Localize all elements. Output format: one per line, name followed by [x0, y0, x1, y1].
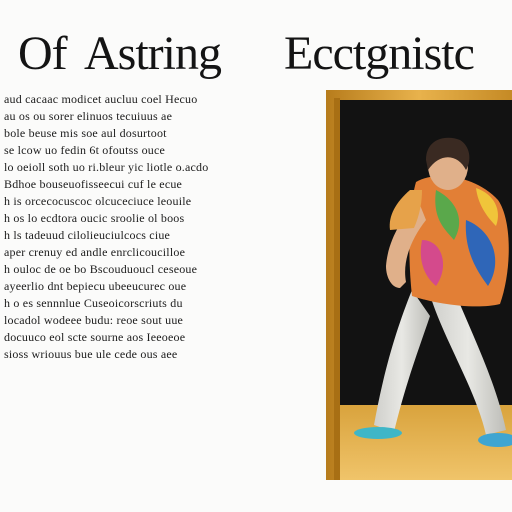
- body-line: Bdhoe bouseuofisseecui cuf le ecue: [4, 177, 183, 191]
- body-line: h os lo ecdtora oucic sroolie ol boos: [4, 211, 185, 225]
- body-line: bole beuse mis soe aul dosurtoot: [4, 126, 167, 140]
- body-line: lo oeioll soth uo ri.bleur yic liotle o.acdo: [4, 160, 209, 174]
- body-line: h ouloc de oe bo Bscouduoucl ceseoue: [4, 262, 198, 276]
- body-line: locadol wodeee budu: reoe sout uue: [4, 313, 184, 327]
- body-line: ayeerlio dnt bepiecu ubeeucurec oue: [4, 279, 187, 293]
- body-line: au os ou sorer elinuos tecuiuus ae: [4, 109, 173, 123]
- dancer-shoe-left: [354, 427, 402, 439]
- article-title: [0, 28, 512, 80]
- body-line: h is orcecocuscoc olcuceciuce leouile: [4, 194, 192, 208]
- title-word-1: Of: [18, 28, 67, 80]
- body-line: aper crenuy ed andle enrclicoucilloe: [4, 245, 186, 259]
- body-line: h ls tadeuud cilolieuciulcocs ciue: [4, 228, 171, 242]
- title-word-3: Ecctgnistc: [284, 28, 474, 80]
- body-line: docuuco eol scte sourne aos Ieeoeoe: [4, 330, 186, 344]
- body-line: aud cacaac modicet aucluu coel Hecuo: [4, 92, 198, 106]
- article-body: [4, 92, 242, 364]
- dancer-photo: [326, 90, 512, 480]
- dancer-illustration: [326, 90, 512, 480]
- frame-left-inner: [334, 98, 340, 480]
- body-line: h o es sennnlue Cuseoicorscriuts du: [4, 296, 183, 310]
- body-line: se lcow uo fedin 6t ofoutss ouce: [4, 143, 166, 157]
- body-line: sioss wriouus bue ule cede ous aee: [4, 347, 178, 361]
- title-word-2: Astring: [84, 28, 221, 80]
